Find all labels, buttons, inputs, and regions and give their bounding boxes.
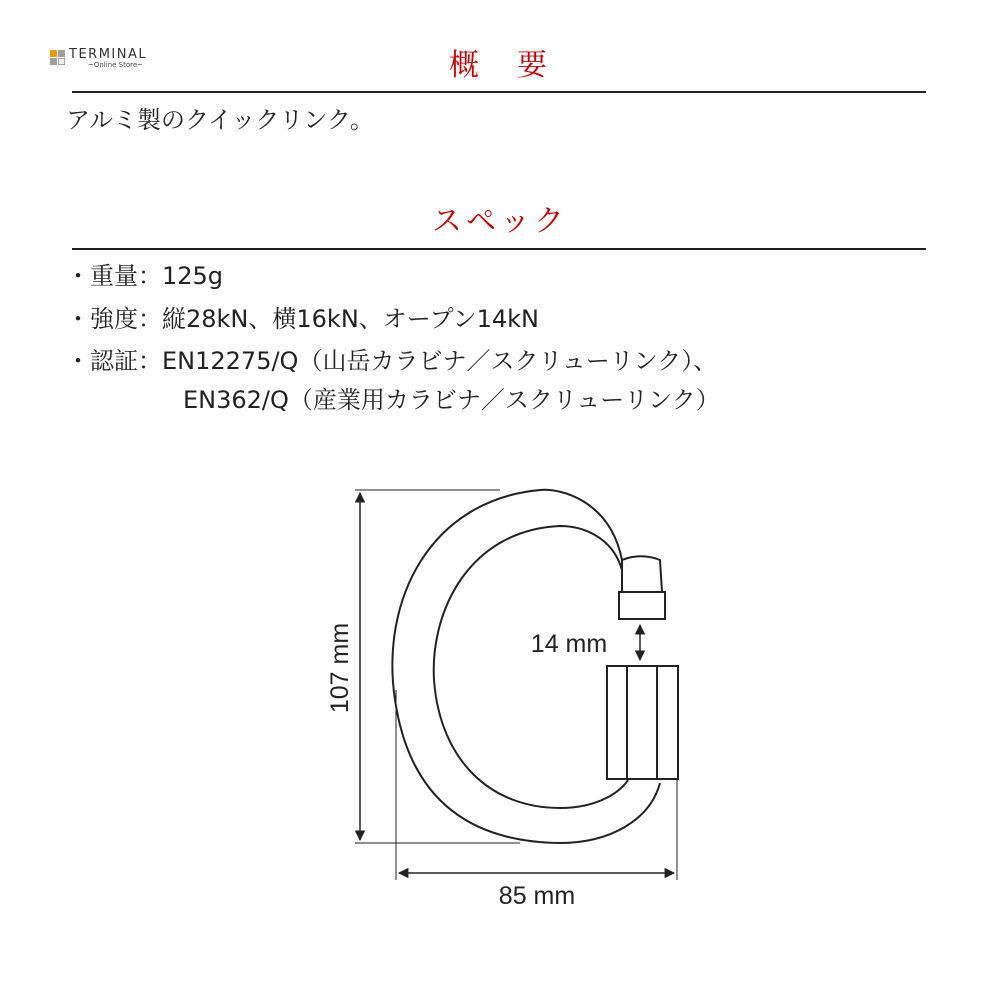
height-label: 107 mm: [326, 622, 354, 714]
gate-screw-sleeve: [607, 666, 678, 779]
link-inner-arc: [434, 526, 628, 808]
gate-label: 14 mm: [530, 630, 608, 658]
spec-strength: ・強度：縦28kN、横16kN、オープン14kN: [66, 305, 540, 333]
width-label: 85 mm: [498, 882, 576, 910]
spec-certification-cont: EN362/Q（産業用カラビナ／スクリューリンク）: [183, 386, 720, 414]
logo-subtitle: ~Online Store~: [88, 61, 144, 69]
specs-title: スペック: [432, 204, 568, 239]
overview-body: アルミ製のクイックリンク。: [66, 106, 374, 134]
gate-top-sleeve: [619, 592, 665, 619]
link-outer-outline: [622, 556, 662, 592]
spec-weight: ・重量：125g: [66, 262, 224, 290]
spec-certification: ・認証：EN12275/Q（山岳カラビナ／スクリューリンク）、: [66, 347, 718, 375]
overview-title: 概 要: [449, 48, 551, 83]
logo-name: TERMINAL: [69, 47, 148, 62]
